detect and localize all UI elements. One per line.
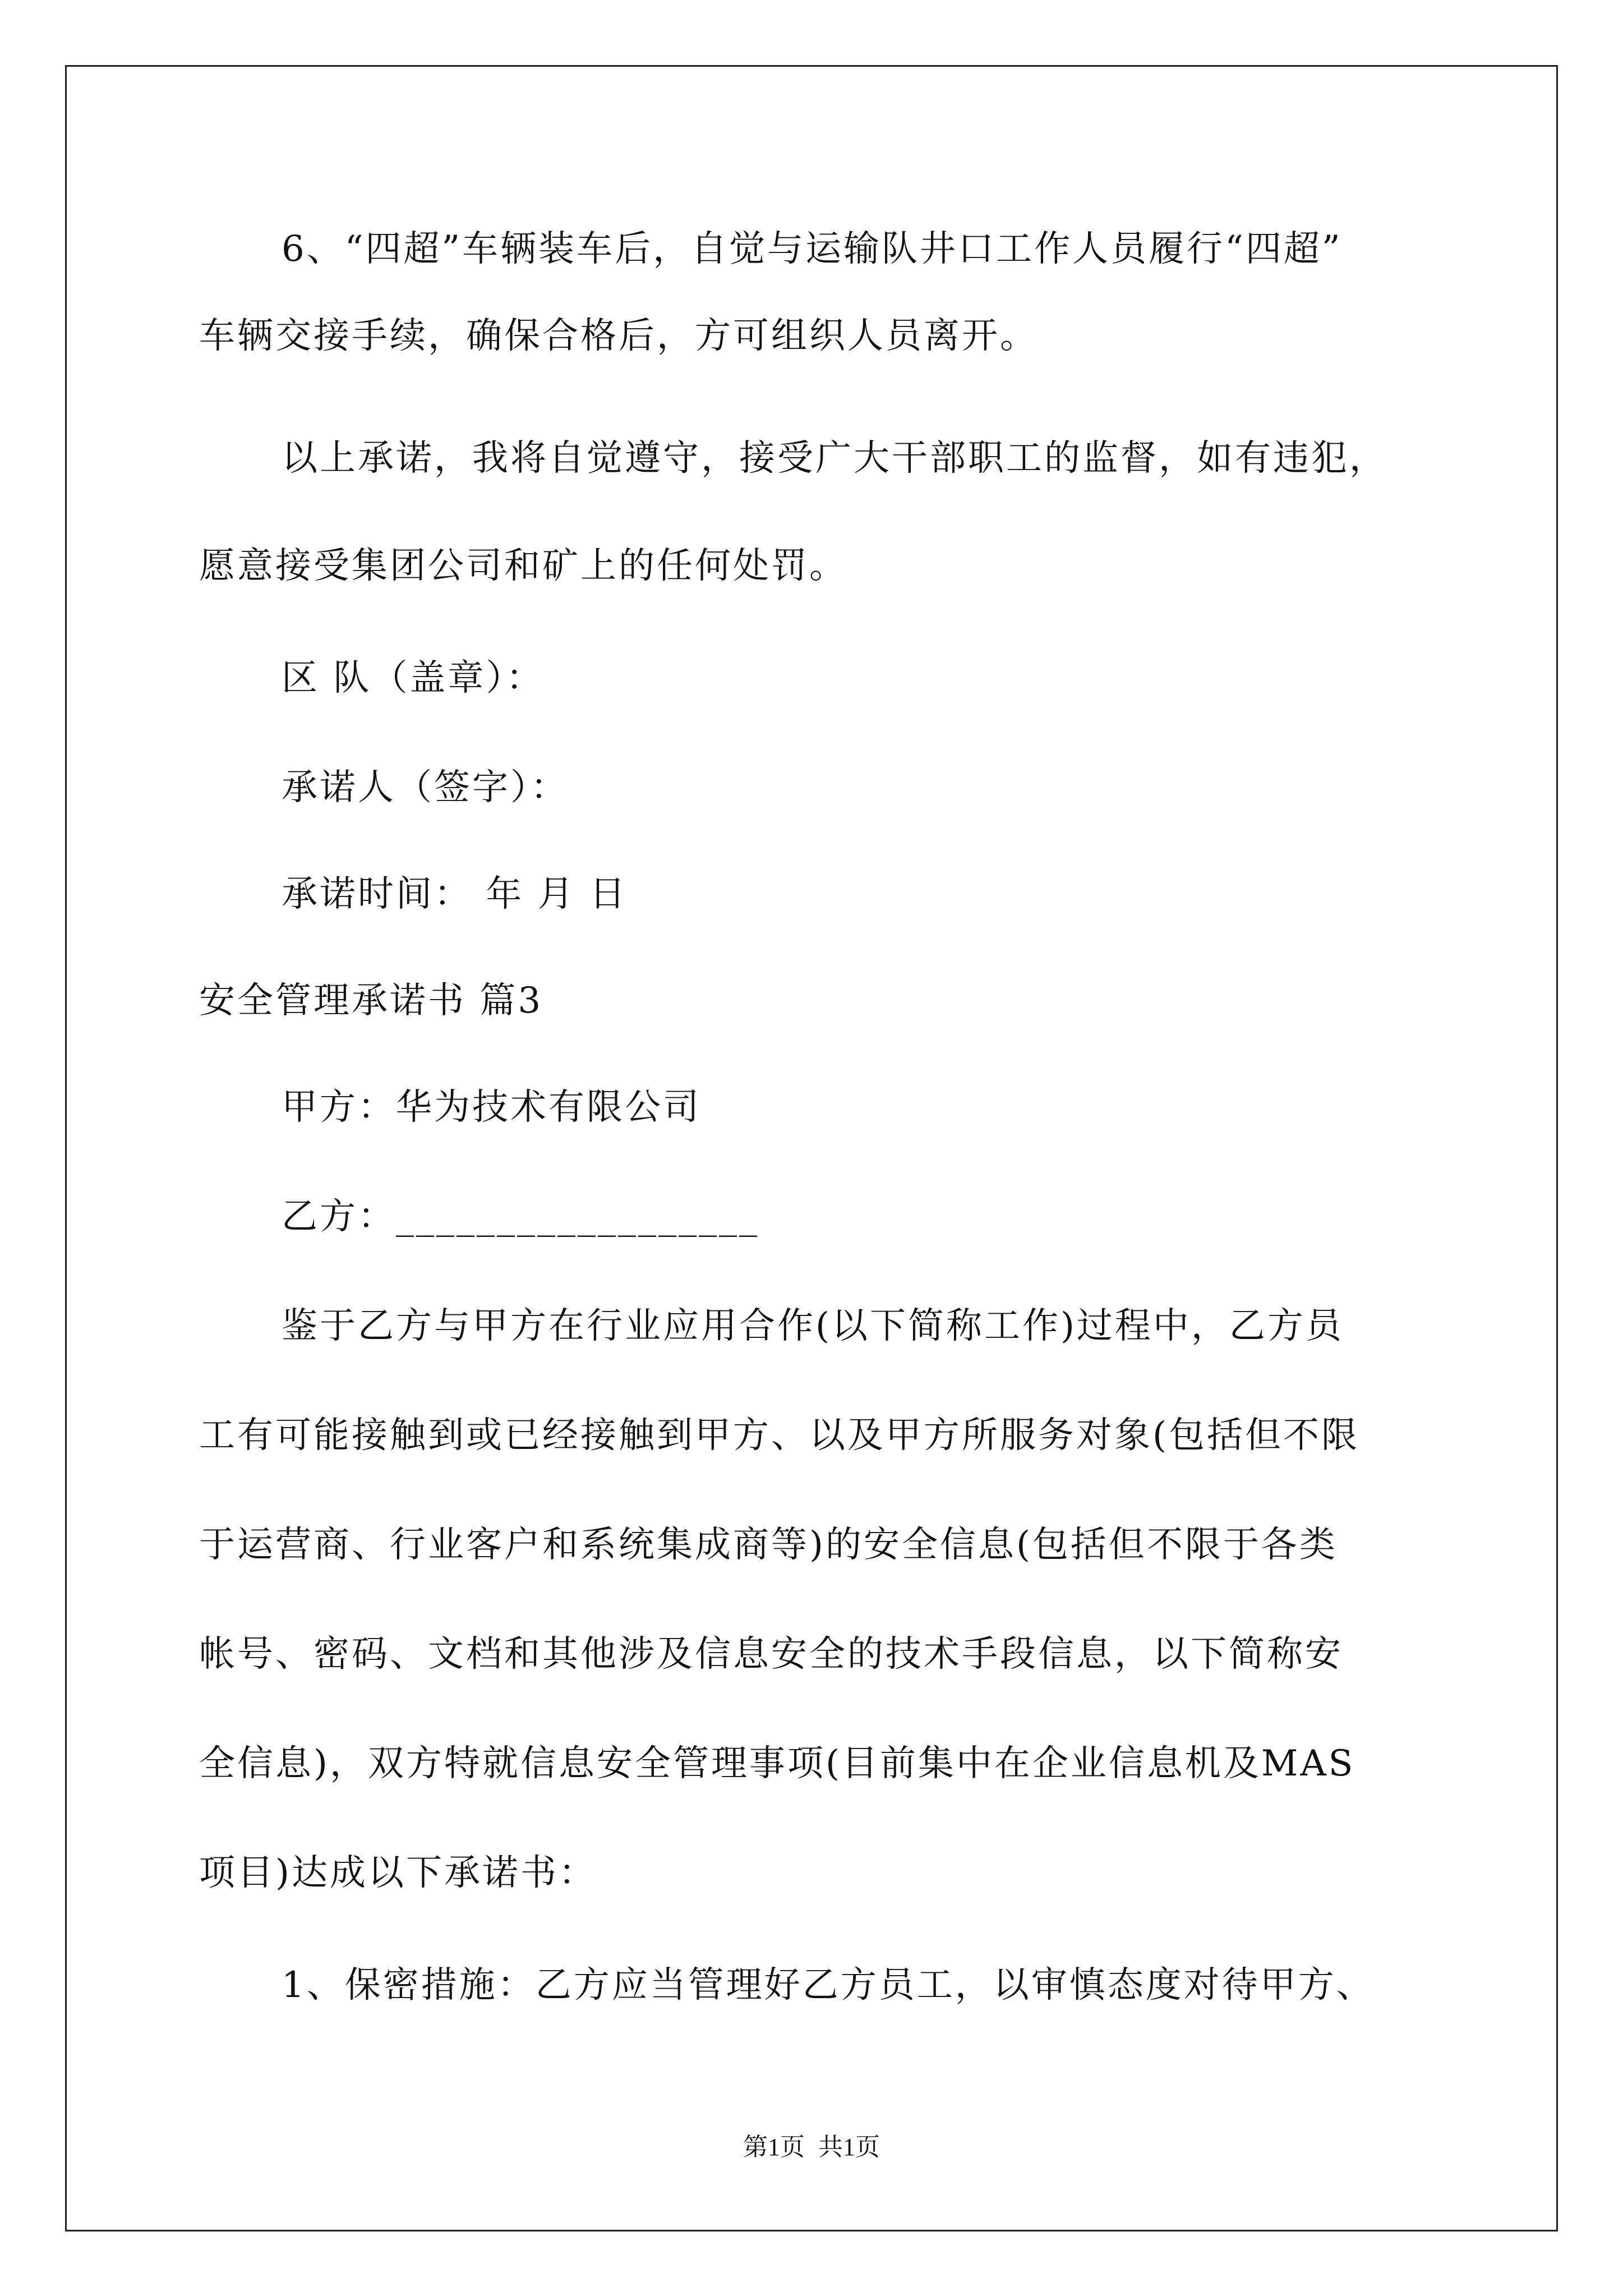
- text-line-16: 项目)达成以下承诺书：: [199, 1852, 597, 1894]
- text-line-12: 工有可能接触到或已经接触到甲方、以及甲方所服务对象(包括但不限: [199, 1415, 1359, 1456]
- promisor-signature-line: 承诺人（签字）：: [282, 767, 569, 808]
- text-line-3: 以上承诺，我将自觉遵守，接受广大干部职工的监督，如有违犯，: [282, 438, 1387, 479]
- party-a-line: 甲方：华为技术有限公司: [282, 1087, 701, 1128]
- district-seal-line: 区 队（盖章）：: [282, 657, 545, 699]
- text-line-11: 鉴于乙方与甲方在行业应用合作(以下简称工作)过程中，乙方员: [282, 1305, 1344, 1347]
- text-line-14: 帐号、密码、文档和其他涉及信息安全的技术手段信息，以下简称安: [199, 1634, 1343, 1675]
- text-line-1: 6、“四超”车辆装车后，自觉与运输队井口工作人员履行“四超”: [282, 228, 1343, 270]
- page-number: 第1页: [743, 2133, 805, 2161]
- text-line-4: 愿意接受集团公司和矿上的任何处罚。: [199, 545, 847, 587]
- section-heading: 安全管理承诺书 篇3: [199, 980, 543, 1022]
- promise-date-line: 承诺时间： 年 月 日: [282, 873, 628, 915]
- text-line-15: 全信息)，双方特就信息安全管理事项(目前集中在企业信息机及MAS: [199, 1743, 1355, 1784]
- text-line-17: 1、保密措施：乙方应当管理好乙方员工，以审慎态度对待甲方、: [282, 1964, 1375, 2006]
- text-line-2: 车辆交接手续，确保合格后，方可组织人员离开。: [199, 315, 1038, 357]
- party-b-line: 乙方：__________________: [282, 1196, 759, 1237]
- page-footer: [0, 2131, 1623, 2164]
- text-line-13: 于运营商、行业客户和系统集成商等)的安全信息(包括但不限于各类: [199, 1524, 1338, 1566]
- page-border: [65, 65, 1558, 2231]
- page-total: 共1页: [818, 2133, 880, 2161]
